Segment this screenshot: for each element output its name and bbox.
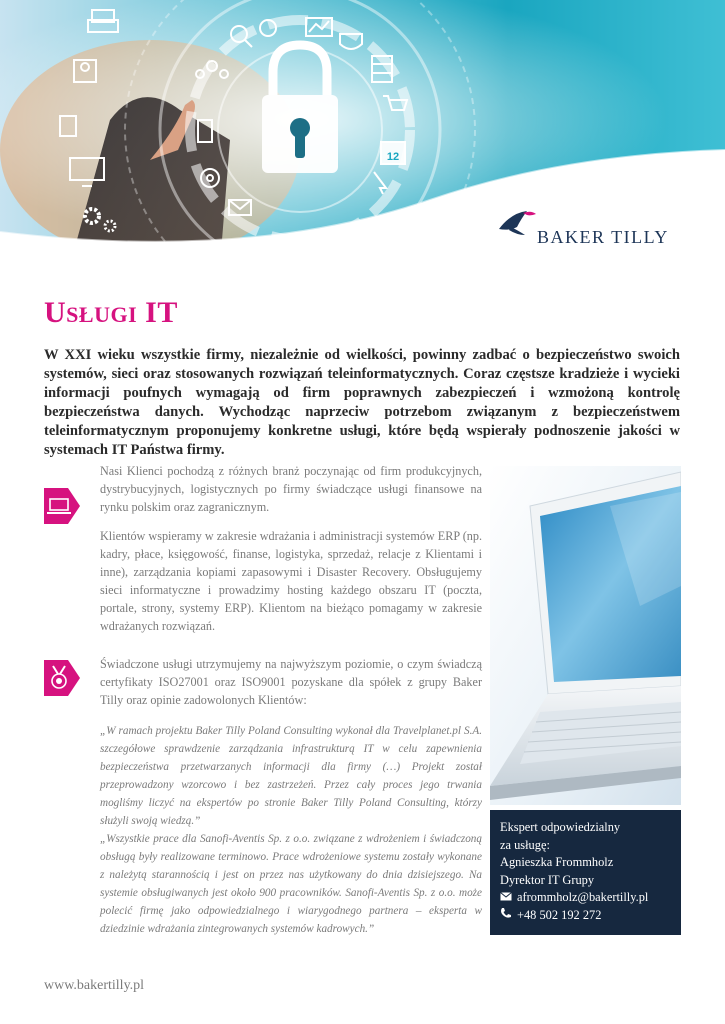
contact-heading-2: za usługę: bbox=[500, 837, 550, 852]
contact-heading-1: Ekspert odpowiedzialny bbox=[500, 820, 621, 834]
laptop-marker bbox=[44, 488, 80, 524]
expert-contact-box bbox=[490, 810, 681, 935]
body-paragraph-services: Klientów wspieramy w zakresie wdrażania i administracji systemów ERP (np. kadry, płace, księgowość, finanse, logistyka, sprzedaż, relacje z Klientami i inne), zarządzania kopiami zapasowymi i Disaster Recovery. Obsługujemy sieci informatyczne i prowadzimy hosting każdego obszaru IT (poczta, portale, strony, systemy ERP). Klientom na bieżąco pomagamy w zakresie wdrażanych rozwiązań. bbox=[100, 529, 483, 633]
award-marker bbox=[44, 660, 80, 696]
contact-phone[interactable]: +48 502 192 272 bbox=[517, 907, 602, 922]
title-initial: U bbox=[44, 296, 67, 329]
testimonial-travelplanet: „W ramach projektu Baker Tilly Poland Consulting wykonał dla Travelplanet.pl S.A. szczegółowe sprawdzenie zarządzania infrastrukturą IT w celu zapewnienia bezpieczeństwa przetwarzanych informacji dla firmy (…) Projekt został przeprowadzony wzorcowo i bez zastrzeżeń. Przez cały proces jego trwania mogliśmy liczyć na ekspertów po stronie Baker Tilly Poland Consulting, którzy służyli swoją wiedzą.” bbox=[100, 725, 482, 827]
contact-email[interactable]: afrommholz@bakertilly.pl bbox=[517, 890, 649, 904]
footer-url[interactable]: www.bakertilly.pl bbox=[44, 978, 145, 993]
baker-tilly-logo bbox=[497, 207, 687, 247]
body-paragraph-clients: Nasi Klienci pochodzą z różnych branż poczynając od firm produkcyjnych, dystrybucyjnych, logistycznych po firmy świadczące usługi finansowe na rynku polskim oraz zagranicznym. bbox=[100, 464, 482, 514]
body-paragraph-certificates: Świadczone usługi utrzymujemy na najwyższym poziomie, o czym świadczą certyfikaty ISO27001 oraz ISO9001 pozyskane dla spółek z grupy Baker Tilly oraz opinie zadowolonych Klientów: bbox=[100, 657, 482, 707]
brand-name: BAKER TILLY bbox=[537, 227, 669, 247]
page-title bbox=[44, 296, 178, 330]
laptop-image bbox=[490, 466, 681, 805]
phone-icon bbox=[500, 907, 514, 925]
title-suffix: IT bbox=[137, 296, 178, 329]
calendar-day: 12 bbox=[386, 151, 400, 163]
award-icon bbox=[44, 660, 80, 696]
contact-role: Dyrektor IT Grupy bbox=[500, 872, 595, 887]
laptop-icon bbox=[44, 488, 80, 524]
testimonial-sanofi: „Wszystkie prace dla Sanofi-Aventis Sp. z o.o. związane z wdrożeniem i świadczoną obsługą były realizowane terminowo. Prace wdrożeniowe systemu zostały wykonane z należytą starannością i jest on przez nas użytkowany do dnia dzisiejszego. Na systemie obsługiwanych jest około 900 pracowników. Sanofi-Aventis Sp. z o.o. może polecić firmę jako odpowiedzialnego i wiarygodnego partnera – eksperta w dziedzinie wdrażania zintegrowanych systemów kadrowych.” bbox=[100, 833, 482, 935]
envelope-icon bbox=[500, 889, 514, 907]
laptop-photo bbox=[490, 466, 681, 805]
bird-logo-icon bbox=[497, 207, 537, 239]
contact-phone-row bbox=[500, 907, 671, 925]
contact-email-row bbox=[500, 889, 671, 907]
intro-paragraph: W XXI wieku wszystkie firmy, niezależnie od wielkości, powinny zadbać o bezpieczeństwo swoich systemów, sieci oraz stosowanych rozwiązań teleinformatycznych. Coraz częstsze kradzieże i wycieki informacji poufnych wymagają od firm poprawnych zabezpieczeń i wzmożoną kontrolę bezpieczeństwa danych. Wychodząc naprzeciw potrzebom związanym z bezpieczeństwem teleinformatycznym proponujemy konkretne usługi, które będą wspierały podnoszenie jakości w systemach IT Państwa firmy. bbox=[44, 347, 680, 458]
contact-name: Agnieszka Frommholz bbox=[500, 855, 614, 869]
title-rest: SŁUGI bbox=[66, 302, 138, 327]
